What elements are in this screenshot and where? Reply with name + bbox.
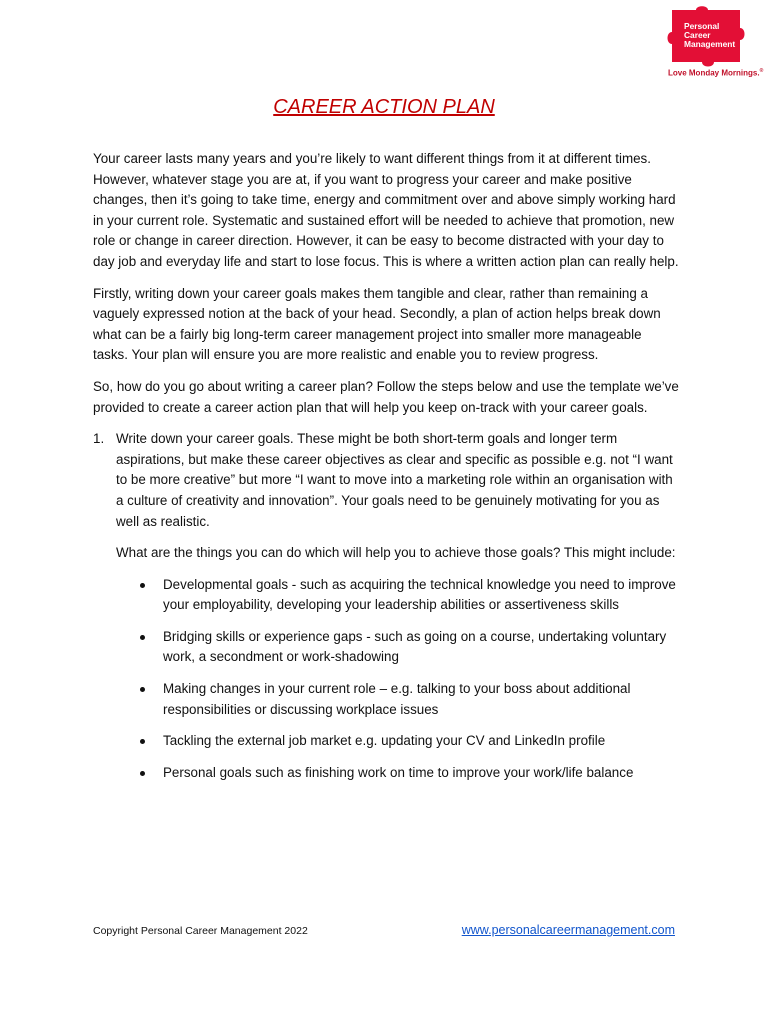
list-item	[163, 627, 679, 668]
bullet-icon	[140, 739, 145, 744]
document-body	[93, 149, 679, 794]
bullet-icon	[140, 635, 145, 640]
logo-line-1: Personal	[684, 21, 720, 31]
intro-paragraph-3: So, how do you go about writing a career plan? Follow the steps below and use the template we’ve provided to create a career action plan that will help you keep on-track with your career goals.	[93, 378, 679, 415]
list-item	[163, 731, 679, 752]
numbered-step-1	[93, 429, 679, 783]
list-item	[163, 575, 679, 616]
list-item-text: Bridging skills or experience gaps - such as going on a course, undertaking voluntary work, a secondment or work-shadowing	[163, 628, 667, 665]
list-item	[163, 679, 679, 720]
list-item-text: Tackling the external job market e.g. updating your CV and LinkedIn profile	[163, 733, 606, 749]
bullet-icon	[140, 583, 145, 588]
bullet-icon	[140, 687, 145, 692]
list-item	[163, 763, 679, 784]
bullet-list	[116, 575, 679, 784]
logo-tagline-text: Love Monday Mornings.	[668, 68, 760, 78]
step-number: 1.	[93, 431, 105, 447]
step-question: What are the things you can do which will help you to achieve those goals? This might include:	[116, 545, 676, 561]
list-item-text: Developmental goals - such as acquiring the technical knowledge you need to improve your employability, developing your leadership abilities or assertiveness skills	[163, 576, 676, 613]
logo-line-2: Career	[684, 30, 711, 41]
bullet-icon	[140, 771, 145, 776]
list-item-text: Personal goals such as finishing work on time to improve your work/life balance	[163, 764, 634, 780]
intro-paragraph-1: Your career lasts many years and you’re likely to want different things from it at different times. However, whatever stage you are at, if you want to progress your career and make positive changes, then it’s going to take time, energy and commitment over and above simply working hard in your current role. Systematic and sustained effort will be needed to achieve that promotion, new role or change in career direction. However, it can be easy to become distracted with your day to day job and everyday life and start to lose focus. This is where a written action plan can really help.	[93, 151, 679, 269]
page-title: CAREER ACTION PLAN	[273, 96, 495, 118]
intro-paragraph-2: Firstly, writing down your career goals makes them tangible and clear, rather than remaining a vaguely expressed notion at the back of your head. Secondly, a plan of action helps break down what can be a fairly big long-term career management project into smaller more manageable tasks. Your plan will ensure you are more realistic and enable you to review progress.	[93, 285, 661, 363]
footer-copyright: Copyright Personal Career Management 2022	[93, 925, 308, 937]
footer-website-link[interactable]: www.personalcareermanagement.com	[461, 923, 675, 937]
list-item-text: Making changes in your current role – e.g. talking to your boss about additional responsibilities or discussing workplace issues	[163, 681, 631, 717]
company-logo	[664, 6, 764, 82]
logo-text	[684, 22, 740, 50]
logo-trademark: ®	[759, 68, 764, 74]
logo-line-3: Management	[684, 39, 736, 50]
step-text: Write down your career goals. These might be both short-term goals and longer term aspirations, but make these career objectives as clear and specific as possible e.g. not “I want to be more creative” but more “I want to move into a marketing role within an organisation with a culture of creativity and innovation”. Your goals need to be genuinely motivating for you as well as realistic.	[116, 431, 673, 529]
logo-tagline	[668, 68, 763, 78]
